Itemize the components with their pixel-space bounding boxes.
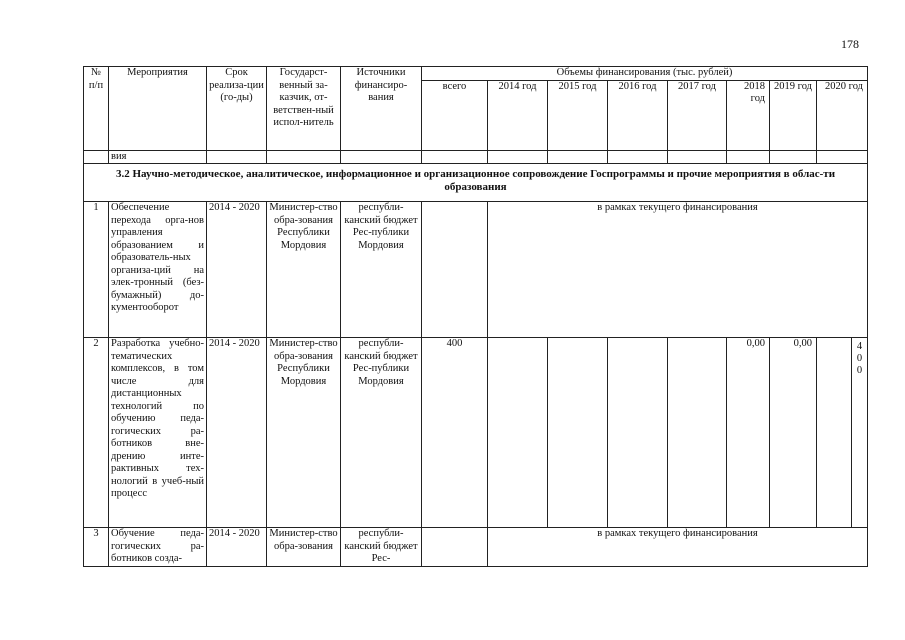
row-term: 2014 - 2020 <box>207 528 267 567</box>
row-funding-note: в рамках текущего финансирования <box>488 528 868 567</box>
row-2017 <box>668 338 727 528</box>
cell <box>608 150 668 164</box>
row-2019: 0,00 <box>770 338 817 528</box>
header-measures: Мероприятия <box>109 67 207 151</box>
cell <box>84 150 109 164</box>
row-funding-note: в рамках текущего финансирования <box>488 202 868 338</box>
header-2017: 2017 год <box>668 80 727 150</box>
row-2020-blank <box>817 338 852 528</box>
row-customer: Министер-ство обра-зования <box>267 528 341 567</box>
row-2018: 0,00 <box>727 338 770 528</box>
header-sources: Источники финансиро-вания <box>341 67 422 151</box>
digit: 0 <box>856 365 863 376</box>
row-num: 1 <box>84 202 109 338</box>
cell <box>770 150 817 164</box>
header-2016: 2016 год <box>608 80 668 150</box>
row-source: республи-канский бюджет Рес-публики Мордовия <box>341 202 422 338</box>
cell <box>267 150 341 164</box>
cell <box>422 150 488 164</box>
row-source: республи-канский бюджет Рес- <box>341 528 422 567</box>
header-2019: 2019 год <box>770 80 817 150</box>
header-row <box>84 67 868 81</box>
header-funding-group: Объемы финансирования (тыс. рублей) <box>422 67 868 81</box>
row-customer: Министер-ство обра-зования Республики Мордовия <box>267 338 341 528</box>
continuation-text: вия <box>109 150 207 164</box>
row-term: 2014 - 2020 <box>207 202 267 338</box>
header-term: Срок реализа-ции (го-ды) <box>207 67 267 151</box>
digit: 4 <box>856 341 863 352</box>
cell <box>341 150 422 164</box>
cell <box>727 150 770 164</box>
continuation-row <box>84 150 868 164</box>
header-2020: 2020 год <box>817 80 868 150</box>
row-total <box>422 202 488 338</box>
row-2020 <box>852 338 868 528</box>
digit: 0 <box>856 353 863 364</box>
cell <box>488 150 548 164</box>
row-measure: Разработка учебно-тематических комплексов, в том числе для дистанционных технологий по обучению педа-гогических ра-ботников вне-дрению инте-рактивных тех-нологий в учеб-ный процесс <box>109 338 207 528</box>
cell <box>548 150 608 164</box>
row-total <box>422 528 488 567</box>
cell <box>668 150 727 164</box>
header-2018: 2018 год <box>727 80 770 150</box>
header-num: № п/п <box>84 67 109 151</box>
section-row <box>84 164 868 202</box>
financing-table <box>83 66 868 567</box>
row-measure: Обеспечение перехода орга-нов управления образованием и образователь-ных организа-ций на элек-тронный (без-бумажный) до-кументооборот <box>109 202 207 338</box>
row-num: 2 <box>84 338 109 528</box>
row-source: республи-канский бюджет Рес-публики Мордовия <box>341 338 422 528</box>
row-2015 <box>548 338 608 528</box>
header-total: всего <box>422 80 488 150</box>
row-2016 <box>608 338 668 528</box>
cell <box>207 150 267 164</box>
table-row <box>84 202 868 338</box>
row-num: 3 <box>84 528 109 567</box>
header-customer: Государст-венный за-казчик, от-ветствен-ный испол-нитель <box>267 67 341 151</box>
row-measure: Обучение педа-гогических ра-ботников созда- <box>109 528 207 567</box>
table-row <box>84 338 868 528</box>
row-total: 400 <box>422 338 488 528</box>
section-title: 3.2 Научно-методическое, аналитическое, информационное и организационное сопровождение Госпрограммы и прочие мероприятия в облас-ти образования <box>84 164 868 202</box>
row-2014 <box>488 338 548 528</box>
cell <box>817 150 868 164</box>
page-number: 178 <box>841 37 859 51</box>
row-term: 2014 - 2020 <box>207 338 267 528</box>
row-customer: Министер-ство обра-зования Республики Мордовия <box>267 202 341 338</box>
header-2015: 2015 год <box>548 80 608 150</box>
table-row <box>84 528 868 567</box>
header-2014: 2014 год <box>488 80 548 150</box>
